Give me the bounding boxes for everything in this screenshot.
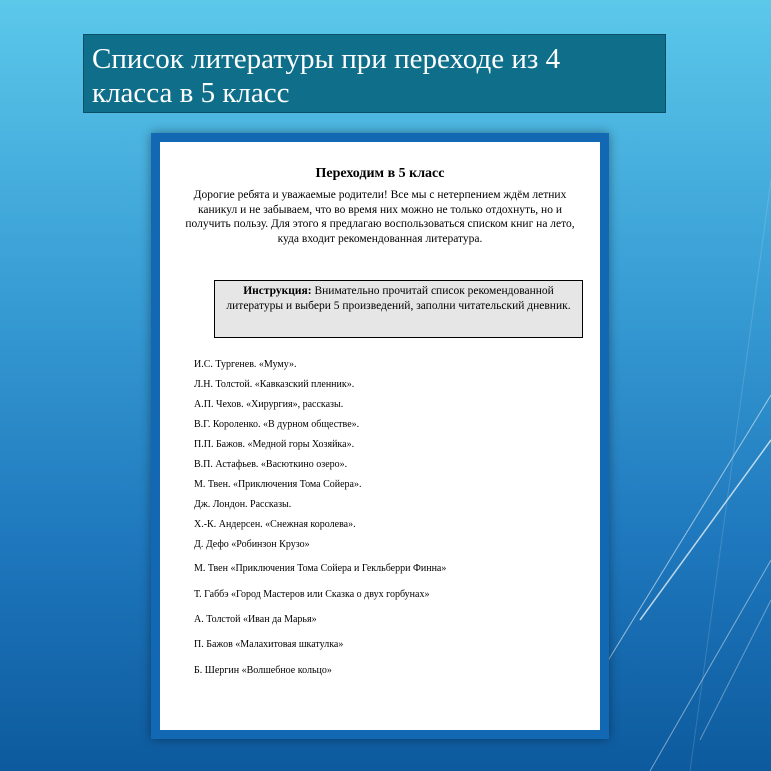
book-item: Т. Габбэ «Город Мастеров или Сказка о двух горбунах» — [194, 589, 430, 600]
book-item: М. Твен. «Приключения Тома Сойера». — [194, 479, 362, 490]
book-item: Дж. Лондон. Рассказы. — [194, 499, 292, 510]
book-item: М. Твен «Приключения Тома Сойера и Гекльберри Финна» — [194, 563, 447, 574]
document-intro: Дорогие ребята и уважаемые родители! Все мы с нетерпением ждём летних каникул и не забываем, что во время них можно не только отдохнуть, но и получить пользу. Для этого я предлагаю воспользоваться списком книг на лето, куда входит рекомендованная литература. — [185, 189, 575, 245]
book-item: В.П. Астафьев. «Васюткино озеро». — [194, 459, 348, 470]
instruction-label: Инструкция: — [243, 285, 312, 297]
slide-title-line-1: Список литературы при переходе из 4 — [92, 43, 561, 75]
book-item: Б. Шергин «Волшебное кольцо» — [194, 665, 332, 676]
slide-title-line-2: класса в 5 класс — [92, 77, 290, 109]
book-item: И.С. Тургенев. «Муму». — [194, 359, 297, 370]
document-frame — [151, 133, 609, 739]
book-item: Л.Н. Толстой. «Кавказский пленник». — [194, 379, 355, 390]
book-item: В.Г. Короленко. «В дурном обществе». — [194, 419, 360, 430]
document-heading: Переходим в 5 класс — [315, 166, 445, 181]
instruction-box — [214, 280, 583, 338]
book-item: П. Бажов «Малахитовая шкатулка» — [194, 639, 344, 650]
book-item: А. Толстой «Иван да Марья» — [194, 614, 317, 625]
book-item: П.П. Бажов. «Медной горы Хозяйка». — [194, 439, 355, 450]
slide-title — [83, 34, 666, 113]
book-item: А.П. Чехов. «Хирургия», рассказы. — [194, 399, 344, 410]
book-item: Х.-К. Андерсен. «Снежная королева». — [194, 519, 356, 530]
instruction-text: Внимательно прочитай список рекомендованной литературы и выбери 5 произведений, заполни читательский дневник. — [226, 285, 571, 312]
document-page — [160, 142, 600, 730]
book-item: Д. Дефо «Робинзон Крузо» — [194, 539, 310, 550]
